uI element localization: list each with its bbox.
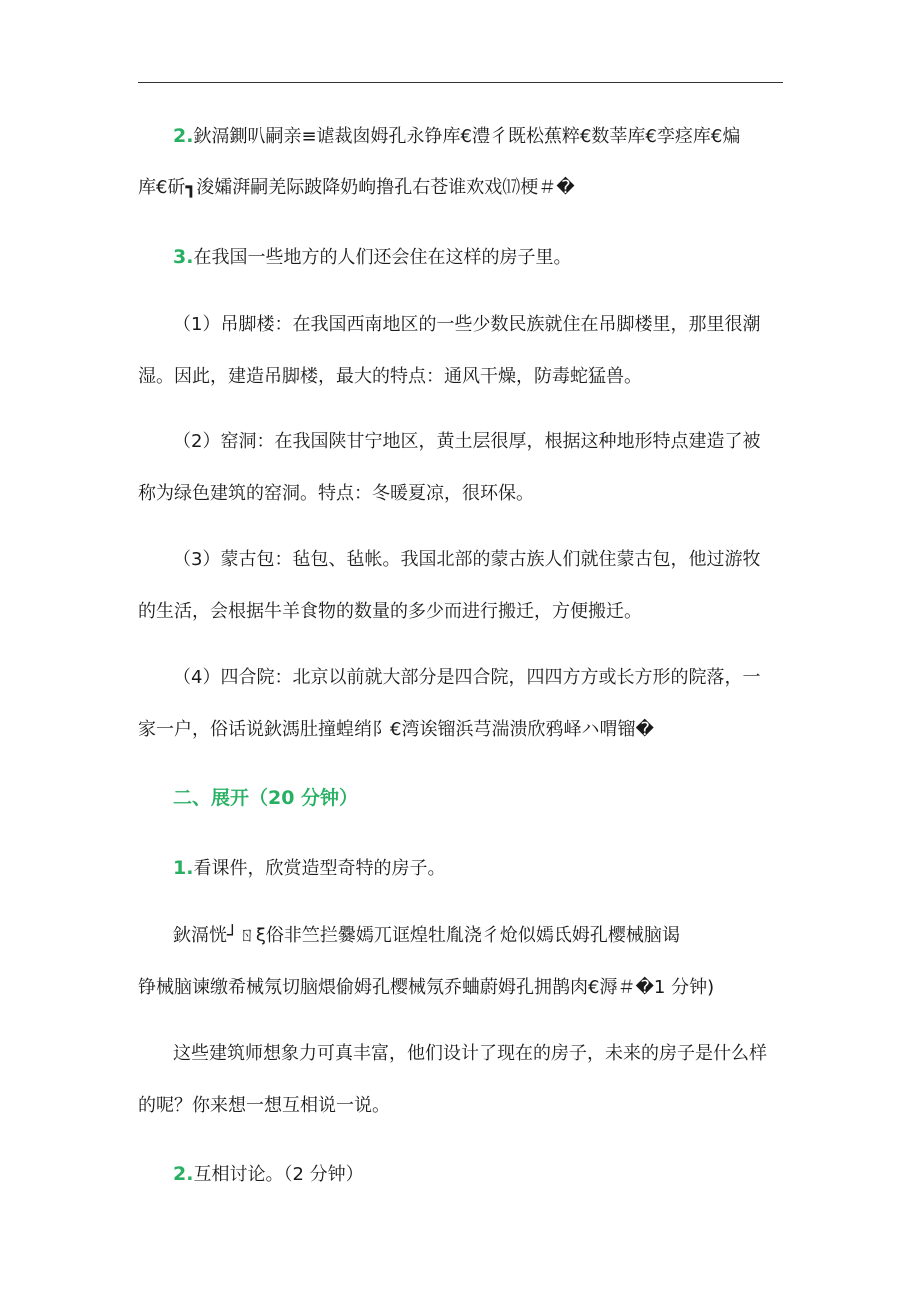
sub-item-4-line-2: 家一户，俗话说鈥溤肚撞蝗绡阝€湾诶镏浜芎湍溃欣鸦峄ハ喟镏�	[138, 719, 654, 740]
garbled-line-1: 鈥滆恍┘ㄖξ俗非竺拦爨嫣兀诓煌牡胤浇彳炝似嫣氐姆孔樱械脑谒	[173, 925, 680, 946]
sub-item-1-paragraph	[138, 299, 788, 403]
step-1-paragraph	[138, 842, 788, 894]
step-1-number: 1.	[173, 857, 194, 879]
sub-item-3-line-1: （3）蒙古包：毡包、毡帐。我国北部的蒙古族人们就住蒙古包，他过游牧	[173, 549, 761, 570]
item-2-line-2: 库€斫┓浚孀湃嗣羌际跛降奶岣撸孔右苍谁欢戏⒄梗＃�	[138, 177, 575, 198]
imagine-line-2: 的呢？你来想一想互相说一说。	[138, 1095, 390, 1116]
sub-item-2-paragraph	[138, 416, 788, 520]
section-2-heading-block	[138, 772, 788, 824]
sub-item-3-paragraph	[138, 534, 788, 638]
item-2-text-1: 鈥滆鍘叭嗣亲≡谑裁囱姆孔永铮库€澧彳既松蕉粹€数莘库€孪痉库€煸	[193, 126, 741, 147]
sub-item-4-paragraph	[138, 652, 788, 756]
item-3-number: 3.	[173, 246, 194, 268]
header-rule	[138, 82, 783, 83]
sub-item-1-line-1: （1）吊脚楼：在我国西南地区的一些少数民族就住在吊脚楼里，那里很潮	[173, 314, 761, 335]
imagine-line-1: 这些建筑师想象力可真丰富，他们设计了现在的房子，未来的房子是什么样	[173, 1043, 767, 1064]
step-1-text: 看课件，欣赏造型奇特的房子。	[193, 858, 446, 879]
step-1-line	[138, 842, 788, 894]
step-2-number: 2.	[173, 1163, 194, 1185]
sub-item-3-line-2: 的生活，会根据牛羊食物的数量的多少而进行搬迁，方便搬迁。	[138, 601, 642, 622]
item-2-line-1	[138, 110, 788, 162]
garbled-paragraph	[138, 910, 788, 1014]
item-2-number: 2.	[173, 125, 194, 147]
step-2-line	[138, 1148, 788, 1200]
step-2-text: 互相讨论。（2 分钟）	[193, 1164, 364, 1185]
item-3-paragraph	[138, 231, 788, 283]
item-2-paragraph	[138, 110, 788, 214]
garbled-line-2: 铮械脑谏缴希械氖切脑煨偷姆孔樱械氖乔蛐蔚姆孔拥鹊肉€溽＃�1 分钟)	[138, 977, 715, 998]
sub-item-2-line-2: 称为绿色建筑的窑洞。特点：冬暖夏凉，很环保。	[138, 483, 534, 504]
item-3-line	[138, 231, 788, 283]
sub-item-1-line-2: 湿。因此，建造吊脚楼，最大的特点：通风干燥，防毒蛇猛兽。	[138, 366, 642, 387]
imagine-paragraph	[138, 1028, 788, 1132]
item-3-text: 在我国一些地方的人们还会住在这样的房子里。	[193, 247, 572, 268]
sub-item-2-line-1: （2）窑洞：在我国陕甘宁地区，黄土层很厚，根据这种地形特点建造了被	[173, 431, 761, 452]
step-2-paragraph	[138, 1148, 788, 1200]
sub-item-4-line-1: （4）四合院：北京以前就大部分是四合院，四四方方或长方形的院落，一	[173, 667, 761, 688]
section-2-heading: 二、展开（20 分钟）	[173, 787, 359, 809]
